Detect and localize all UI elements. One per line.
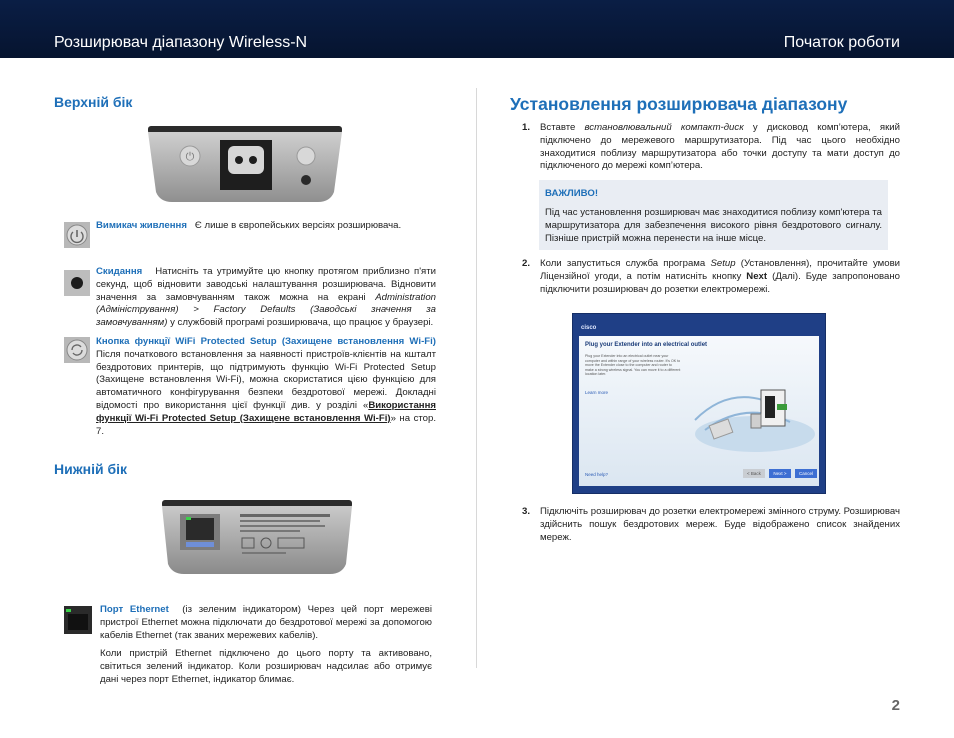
reset-description bbox=[96, 266, 436, 330]
wps-text-2: » на стор. 7. bbox=[96, 412, 436, 437]
ethernet-port-icon bbox=[64, 606, 92, 634]
step1-b: у дисковод комп’ютера, який підключено до мережевого маршрутизатора. Під час цього необхідно знаходитися поблизу маршрутизатора або точки доступу та мати доступ до підключеного до мережі комп’ютера. bbox=[540, 122, 900, 172]
ethernet-label: Порт Ethernet bbox=[100, 604, 169, 615]
ethernet-description bbox=[100, 604, 432, 642]
wizard-need-help[interactable]: Need help? bbox=[585, 472, 609, 477]
step3-number: 3. bbox=[522, 506, 531, 517]
step1-number: 1. bbox=[522, 122, 531, 133]
wizard-body: Plug your Extender into an electrical outlet near your computer and within range of your wireless router. It's OK to move the Extender close to the computer and router to make a strong wireless signal. You can move it to a different location later. bbox=[585, 354, 681, 377]
header-section-title: Початок роботи bbox=[783, 34, 900, 51]
power-switch-icon bbox=[64, 222, 90, 248]
wizard-title: Plug your Extender into an electrical outlet bbox=[585, 342, 708, 348]
page-number: 2 bbox=[891, 697, 900, 714]
cisco-logo: cisco bbox=[581, 325, 597, 331]
wizard-panel bbox=[579, 336, 819, 486]
step1-italic: встановлювальний компакт-диск bbox=[584, 122, 744, 133]
note-body: Під час установлення розширювач має знаходитися поблизу комп'ютера та маршрутизатора для забезпечення високого рівня бездротового сигналу. Пізніше пристрій можна перенести на інше місце. bbox=[545, 207, 882, 245]
power-switch-text: Є лише в європейських версіях розширювача. bbox=[194, 220, 402, 231]
page-header bbox=[0, 0, 954, 58]
step2-a: Коли запуститься служба програма bbox=[540, 258, 706, 269]
top-side-heading: Верхній бік bbox=[54, 94, 133, 110]
note-title: ВАЖЛИВО! bbox=[545, 188, 599, 199]
step2-italic: Setup bbox=[710, 258, 736, 269]
wps-button-icon bbox=[64, 337, 90, 363]
step2-text bbox=[540, 258, 900, 296]
svg-text:⏻: ⏻ bbox=[185, 151, 195, 163]
step2-next-bold: Next bbox=[746, 270, 768, 282]
step1-a: Вставте bbox=[540, 122, 576, 133]
device-top-image bbox=[140, 126, 350, 204]
install-heading: Установлення розширювача діапазону bbox=[510, 94, 848, 114]
step1-text bbox=[540, 122, 900, 173]
wps-description bbox=[96, 336, 436, 438]
wps-text-1: Після початкового встановлення за наявності пристроїв-клієнтів на кшталт бездротових принтерів, що підтримують функцію Wi-Fi Protected Setup (Захищене встановлення Wi-Fi), можна скористатися цією функцією для автоматичного конфігурування безпеки бездротової мережі. Докладні відомості про використання цієї функції див. у розділі « bbox=[96, 348, 436, 411]
step2-number: 2. bbox=[522, 258, 531, 269]
power-description bbox=[96, 220, 436, 233]
wps-label: Кнопка функції WiFi Protected Setup (Захищене встановлення Wi-Fi) bbox=[96, 336, 436, 347]
wps-section-link[interactable]: Використання функції Wi-Fi Protected Setup (Захищене встановлення Wi-Fi) bbox=[96, 399, 436, 424]
step2-b: (Установлення), прочитайте умови Ліцензійної угоди, а потім натисніть кнопку bbox=[540, 258, 901, 282]
device-bottom-image bbox=[150, 500, 364, 586]
wizard-cancel-button[interactable]: Cancel bbox=[795, 469, 817, 478]
step3-text: Підключіть розширювач до розетки електромережі змінного струму. Розширювач здійснить пошук бездротових мереж. Буде відображено список знайдених мереж. bbox=[540, 506, 900, 543]
reset-button-icon bbox=[64, 270, 90, 296]
reset-label: Скидання bbox=[96, 266, 143, 277]
setup-wizard-screenshot bbox=[572, 313, 826, 494]
reset-text-1: Натисніть та утримуйте цю кнопку протягом приблизно п'яти секунд, щоб відновити заводські налаштування розширювача. Відновити значення за замовчуванням також можна на екрані bbox=[96, 266, 436, 303]
reset-text-italic: Administration (Адміністрування) > Factory Defaults (Заводські значення за замовчуванням) bbox=[96, 291, 436, 329]
step2-c: (Далі). Буде запропоновано підключити розширювач до розетки електромережі. bbox=[540, 270, 901, 295]
wizard-back-button[interactable]: < Back bbox=[743, 469, 765, 478]
bottom-side-heading: Нижній бік bbox=[54, 461, 128, 477]
wizard-learn-more[interactable]: Learn more bbox=[585, 390, 609, 395]
column-divider bbox=[476, 88, 477, 668]
ethernet-text: (із зеленим індикатором) Через цей порт мережеві пристрої Ethernet можна підключати до бездротової мережі за допомогою кабелів Ethernet (так званих мережевих кабелів). bbox=[100, 604, 432, 641]
ethernet-indicator-text: Коли пристрій Ethernet підключено до цього порту та активовано, світиться зелений індикатор. Коли розширювач надсилає або отримує дані через порт Ethernet, індикатор блимає. bbox=[100, 648, 432, 685]
power-switch-label: Вимикач живлення bbox=[96, 220, 187, 231]
header-product-title: Розширювач діапазону Wireless-N bbox=[54, 34, 308, 51]
wizard-next-button[interactable]: Next > bbox=[769, 469, 791, 478]
reset-text-2: у службовій програмі розширювача, що працює у браузері. bbox=[170, 317, 434, 329]
wizard-illustration bbox=[665, 350, 815, 460]
important-note bbox=[539, 180, 888, 250]
